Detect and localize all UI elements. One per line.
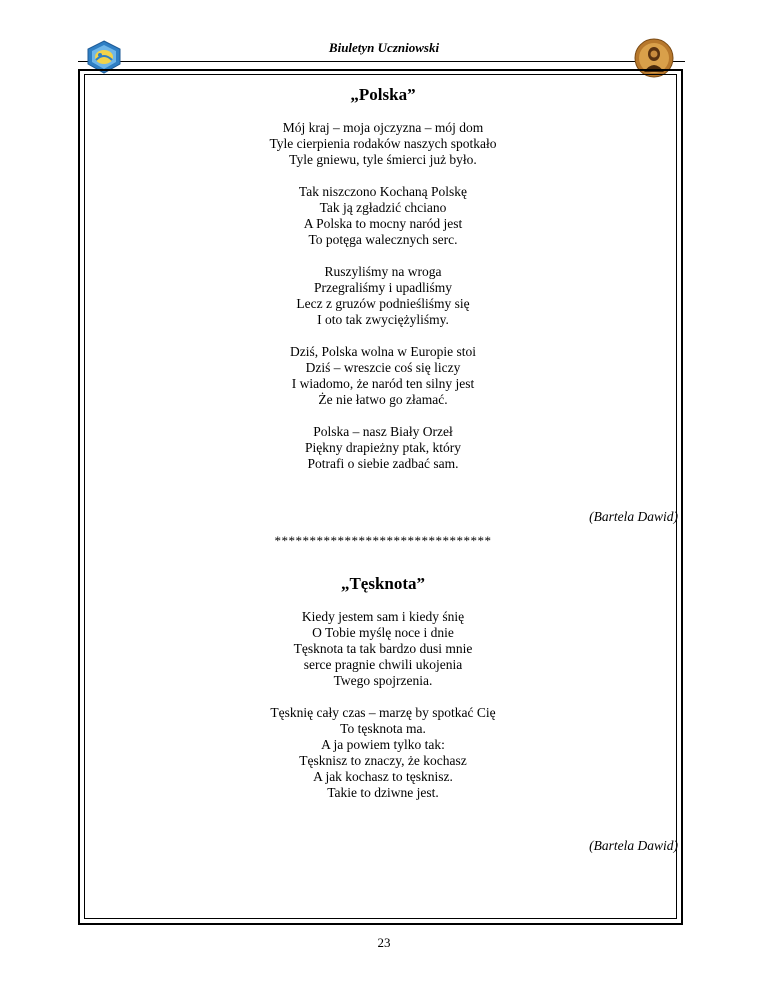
poem-line: Twego spojrzenia. bbox=[333, 673, 433, 688]
poem-line: Tyle gniewu, tyle śmierci już było. bbox=[289, 152, 477, 167]
poem-line: serce pragnie chwili ukojenia bbox=[303, 657, 463, 672]
poem-line: Tęsknię cały czas – marzę by spotkać Cię bbox=[270, 705, 496, 720]
poem-line: Tyle cierpienia rodaków naszych spotkało bbox=[269, 136, 497, 151]
poem-line: Polska – nasz Biały Orzeł bbox=[313, 424, 453, 439]
poem-line: A jak kochasz to tęsknisz. bbox=[313, 769, 453, 784]
poem-line: Mój kraj – moja ojczyzna – mój dom bbox=[282, 120, 484, 135]
poem-line: Przegraliśmy i upadliśmy bbox=[314, 280, 452, 295]
poem-line: Ruszyliśmy na wroga bbox=[324, 264, 442, 279]
poem-line: Lecz z gruzów podnieśliśmy się bbox=[296, 296, 470, 311]
stanza bbox=[88, 344, 678, 408]
poem-line: I wiadomo, że naród ten silny jest bbox=[291, 376, 475, 391]
poem-title: „Polska” bbox=[350, 85, 416, 104]
poem-line: O Tobie myślę noce i dnie bbox=[312, 625, 454, 640]
poem-line: Dziś, Polska wolna w Europie stoi bbox=[290, 344, 476, 359]
header-title: Biuletyn Uczniowski bbox=[328, 40, 440, 55]
poem-line: Tęsknisz to znaczy, że kochasz bbox=[299, 753, 467, 768]
header-rule bbox=[78, 61, 685, 62]
poem-author: (Bartela Dawid) bbox=[589, 509, 678, 524]
poem-line: To tęsknota ma. bbox=[340, 721, 426, 736]
stanza bbox=[88, 184, 678, 248]
poem-line: A Polska to mocny naród jest bbox=[303, 216, 463, 231]
poem-line: Tak niszczono Kochaną Polskę bbox=[298, 184, 468, 199]
stanza bbox=[88, 120, 678, 168]
poem-line: To potęga walecznych serc. bbox=[308, 232, 458, 247]
poems-content bbox=[88, 84, 678, 854]
poem-line: Potrafi o siebie zadbać sam. bbox=[307, 456, 459, 471]
poem-line: Tęsknota ta tak bardzo dusi mnie bbox=[293, 641, 473, 656]
page-number: 23 bbox=[377, 935, 391, 950]
poem-title: „Tęsknota” bbox=[340, 574, 426, 593]
poem-author: (Bartela Dawid) bbox=[589, 838, 678, 853]
poem-tesknota bbox=[88, 573, 678, 854]
stanza bbox=[88, 609, 678, 689]
poem-line: A ja powiem tylko tak: bbox=[321, 737, 445, 752]
poem-line: Że nie łatwo go złamać. bbox=[318, 392, 448, 407]
poem-line: Tak ją zgładzić chciano bbox=[319, 200, 447, 215]
poem-polska bbox=[88, 84, 678, 525]
poem-line: Piękny drapieżny ptak, który bbox=[305, 440, 461, 455]
stanza bbox=[88, 424, 678, 472]
poem-line: Kiedy jestem sam i kiedy śnię bbox=[301, 609, 465, 624]
separator-stars: ******************************* bbox=[274, 533, 492, 548]
stanza bbox=[88, 264, 678, 328]
stanza bbox=[88, 705, 678, 801]
poem-line: Takie to dziwne jest. bbox=[327, 785, 439, 800]
poem-line: Dziś – wreszcie coś się liczy bbox=[305, 360, 461, 375]
poem-line: I oto tak zwyciężyliśmy. bbox=[317, 312, 449, 327]
